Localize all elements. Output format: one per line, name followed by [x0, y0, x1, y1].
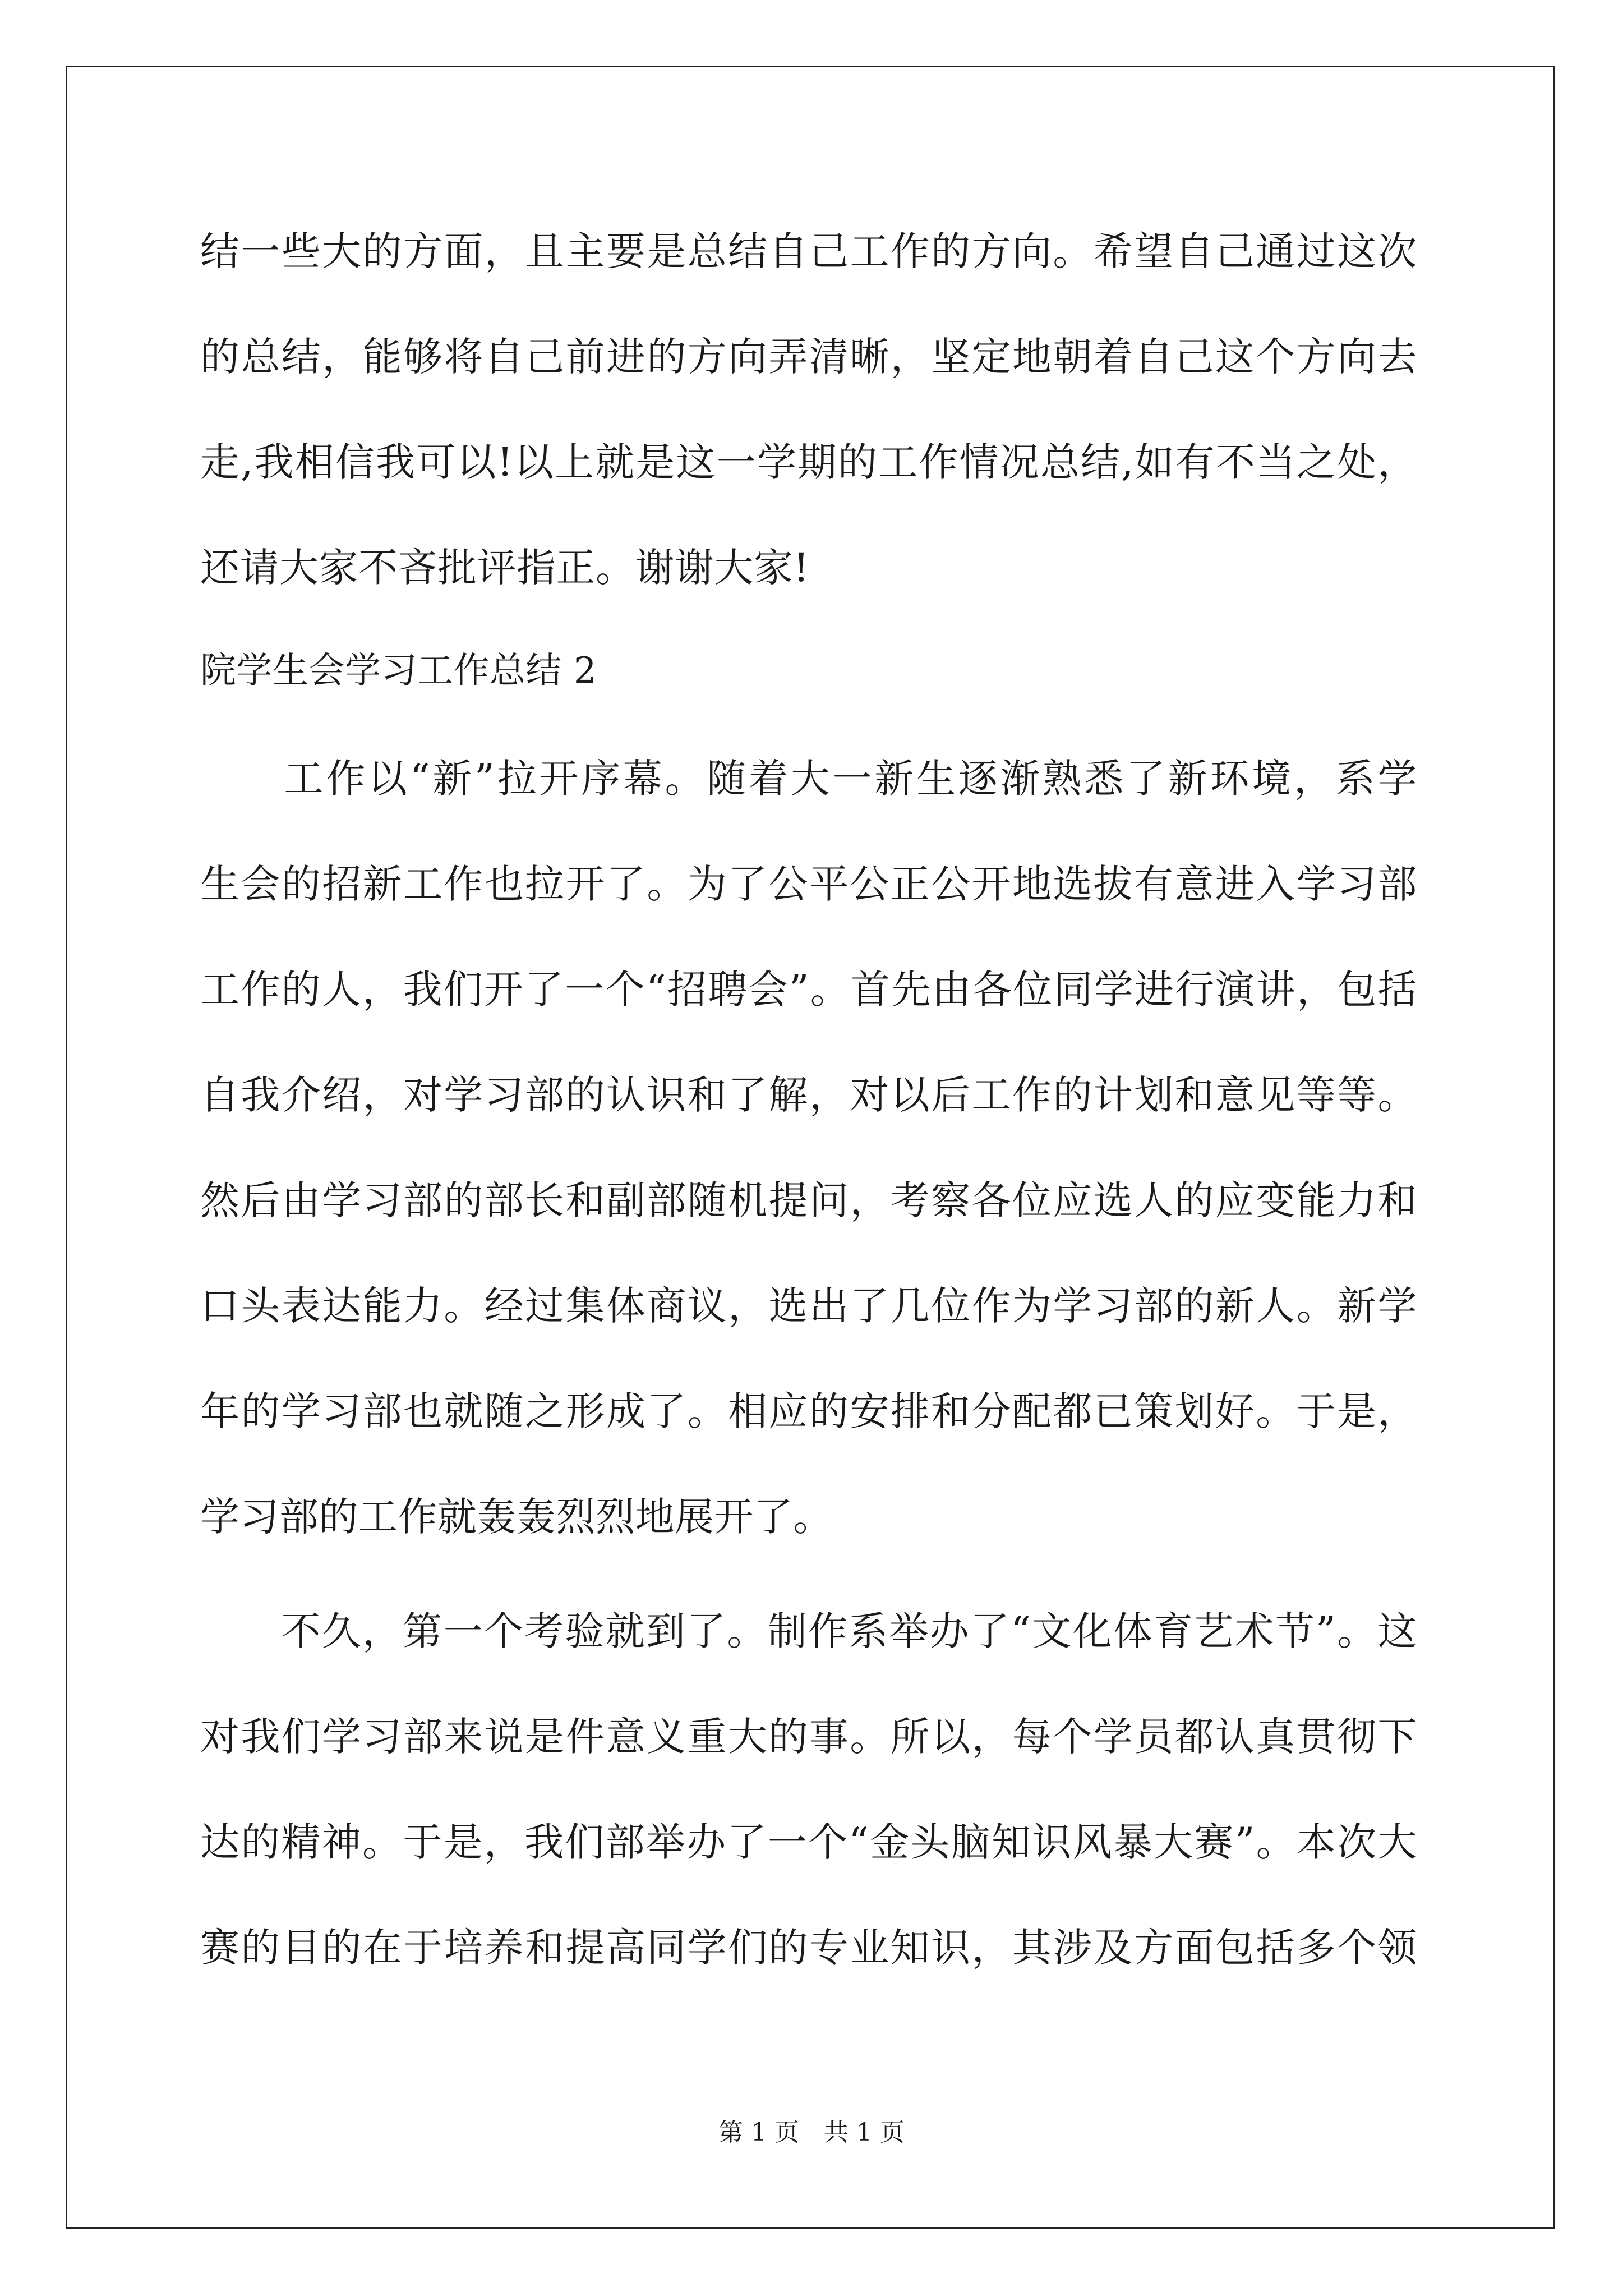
paragraph-line: 自我介绍，对学习部的认识和了解，对以后工作的计划和意见等等。 [200, 1072, 1417, 1118]
paragraph-line: 赛的目的在于培养和提高同学们的专业知识，其涉及方面包括多个领 [200, 1925, 1417, 1971]
paragraph-line: 对我们学习部来说是件意义重大的事。所以，每个学员都认真贯彻下 [200, 1714, 1417, 1760]
paragraph-line: 工作的人，我们开了一个“招聘会”。首先由各位同学进行演讲，包括 [200, 967, 1417, 1013]
paragraph-line: 不久，第一个考验就到了。制作系举办了“文化体育艺术节”。这 [200, 1608, 1417, 1654]
paragraph-line: 然后由学习部的部长和副部随机提问，考察各位应选人的应变能力和 [200, 1177, 1417, 1223]
page-border [66, 66, 1555, 2229]
paragraph-line: 工作以“新”拉开序幕。随着大一新生逐渐熟悉了新环境，系学 [200, 756, 1417, 802]
paragraph-line: 的总结，能够将自己前进的方向弄清晰，坚定地朝着自己这个方向去 [200, 334, 1417, 380]
section-heading: 院学生会学习工作总结 2 [200, 650, 597, 692]
paragraph-line: 走,我相信我可以!以上就是这一学期的工作情况总结,如有不当之处， [200, 439, 1417, 485]
paragraph-line: 口头表达能力。经过集体商议，选出了几位作为学习部的新人。新学 [200, 1283, 1417, 1329]
paragraph-line: 达的精神。于是，我们部举办了一个“金头脑知识风暴大赛”。本次大 [200, 1819, 1417, 1865]
paragraph-line: 结一些大的方面，且主要是总结自己工作的方向。希望自己通过这次 [200, 228, 1417, 274]
page-footer [0, 2116, 1623, 2150]
paragraph-line: 年的学习部也就随之形成了。相应的安排和分配都已策划好。于是， [200, 1388, 1417, 1434]
paragraph-line: 生会的招新工作也拉开了。为了公平公正公开地选拔有意进入学习部 [200, 861, 1417, 907]
paragraph-line: 还请大家不吝批评指正。谢谢大家! [200, 545, 810, 591]
paragraph-line: 学习部的工作就轰轰烈烈地展开了。 [200, 1494, 833, 1540]
page-total: 共 1 页 [824, 2118, 905, 2147]
page-number: 第 1 页 [718, 2118, 799, 2147]
